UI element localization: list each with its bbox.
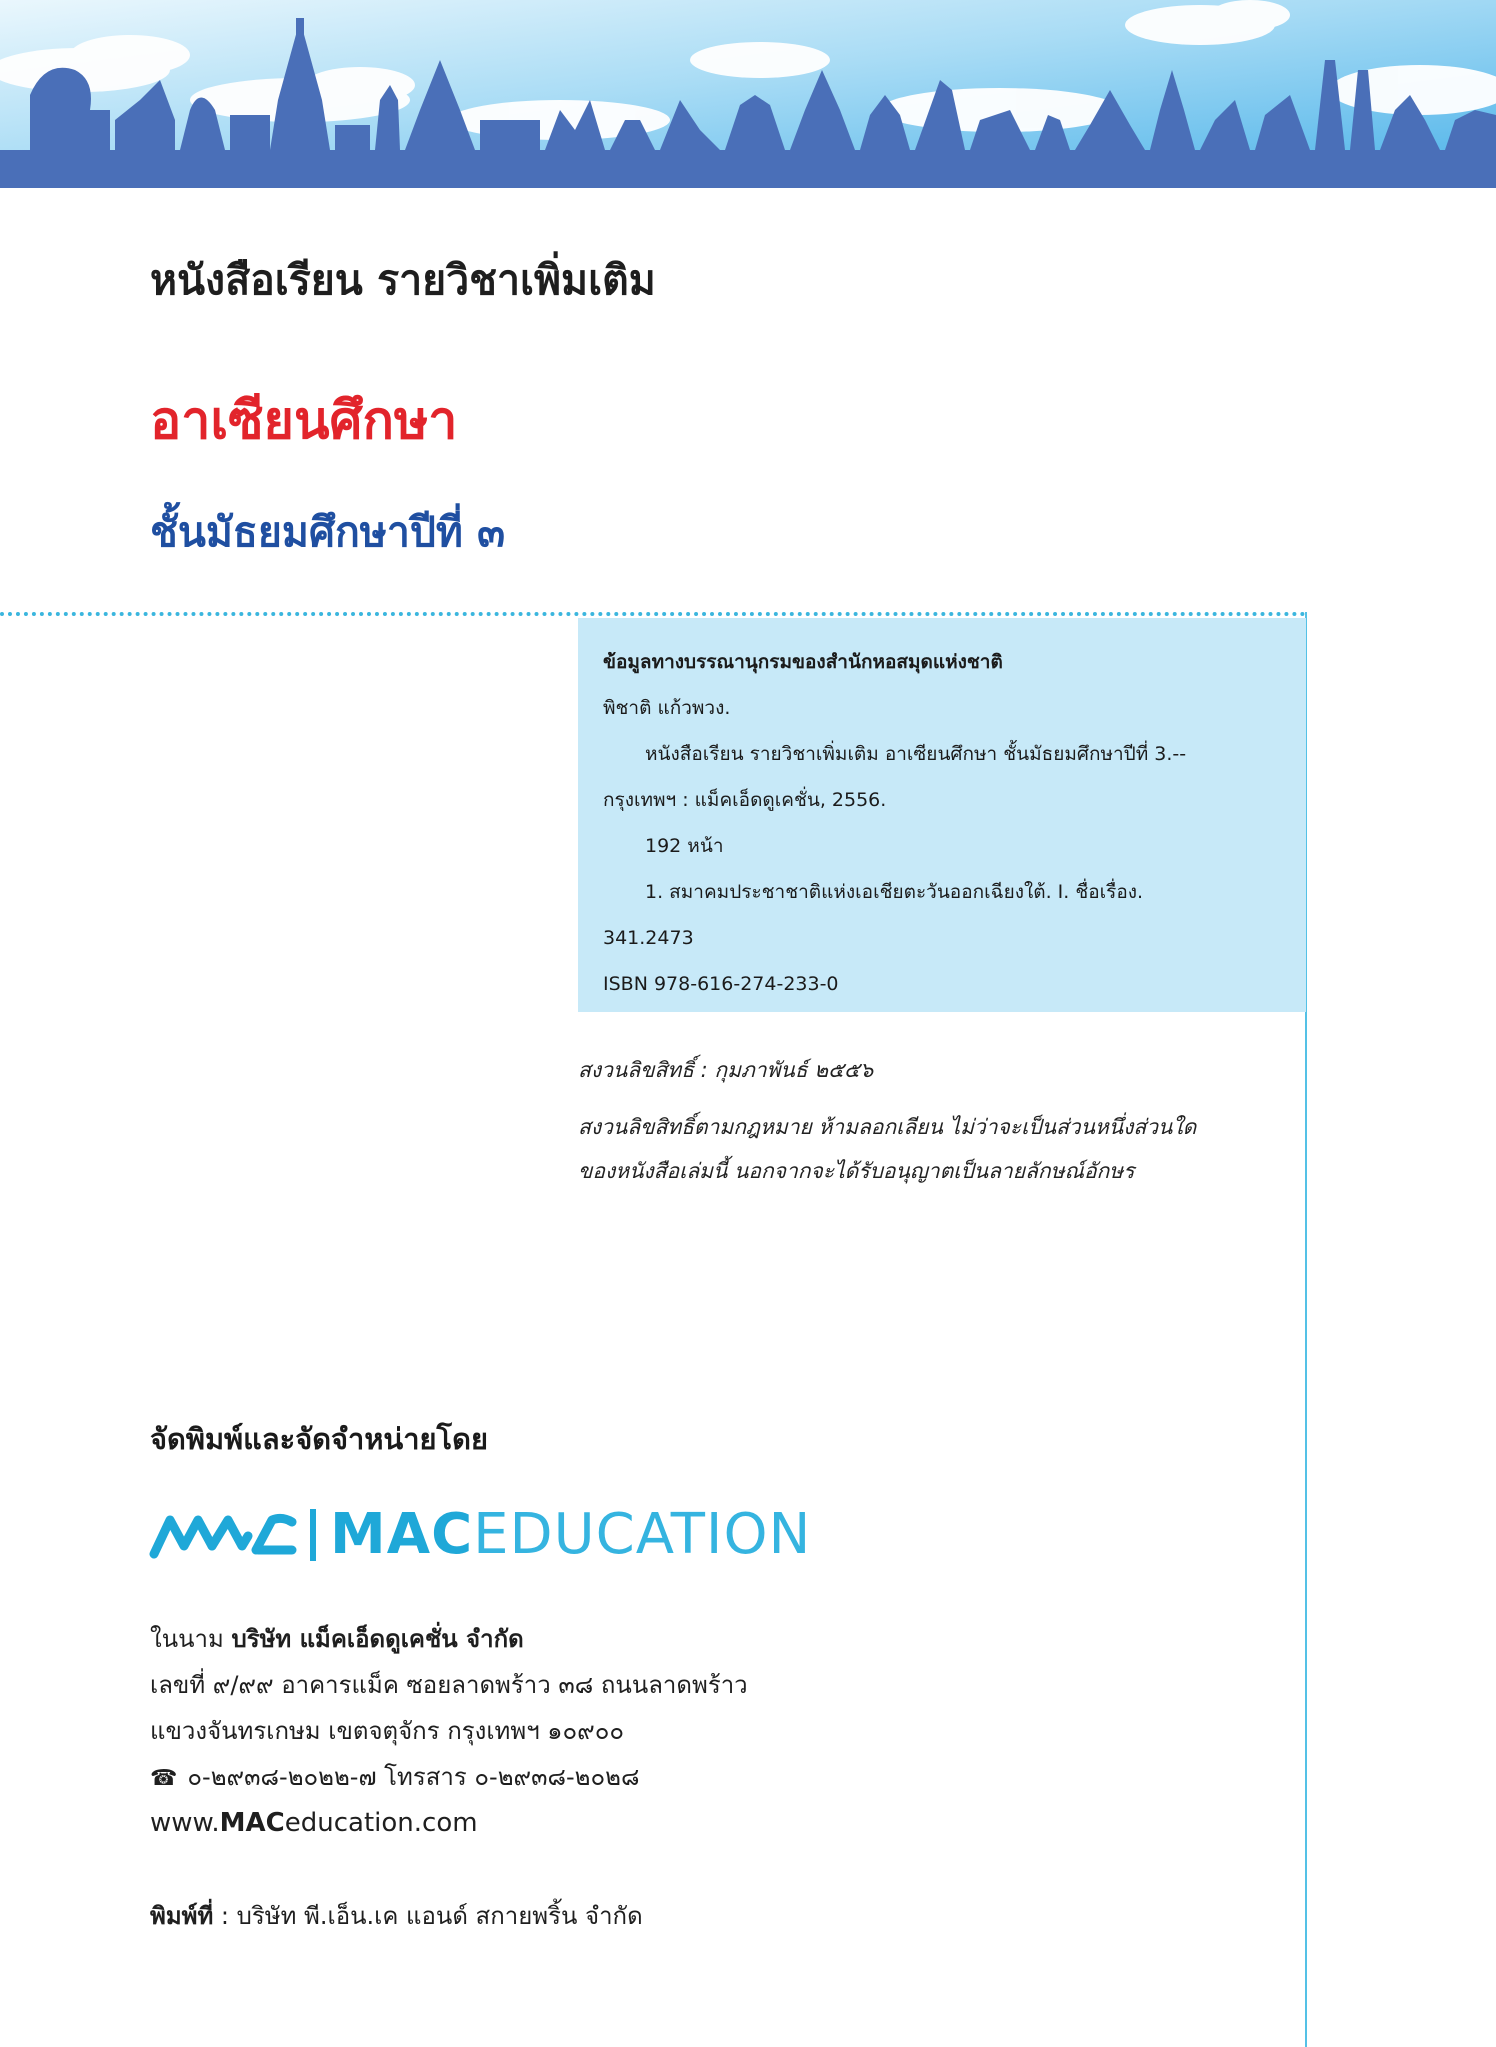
skyline-banner — [0, 0, 1496, 188]
cip-catalog-box — [578, 618, 1306, 1012]
grade-level-title: ชั้นมัธยมศึกษาปีที่ ๓ — [150, 508, 506, 556]
publisher-address — [150, 1616, 748, 1846]
company-name: บริษัท แม็คเอ็ดดูเคชั่น จำกัด — [231, 1625, 524, 1653]
phone-icon: ☎ — [150, 1766, 178, 1791]
address-line1: เลขที่ ๙/๙๙ อาคารแม็ค ซอยลาดพร้าว ๓๘ ถนนลาดพร้าว — [150, 1671, 748, 1699]
website-link[interactable] — [150, 1800, 748, 1846]
copyright-notice-line1: สงวนลิขสิทธิ์ตามกฎหมาย ห้ามลอกเลียน ไม่ว่าจะเป็นส่วนหนึ่งส่วนใด — [578, 1115, 1197, 1139]
printer-separator: : — [220, 1902, 230, 1930]
cip-pages: 192 หน้า — [645, 835, 724, 857]
mac-education-logo — [148, 1502, 812, 1567]
skyline-illustration — [0, 0, 1496, 188]
cip-isbn: ISBN 978-616-274-233-0 — [603, 973, 839, 995]
cip-publisher-line: กรุงเทพฯ : แม็คเอ็ดดูเคชั่น, 2556. — [603, 789, 887, 811]
website-bold: MAC — [219, 1808, 285, 1838]
book-type-heading: หนังสือเรียน รายวิชาเพิ่มเติม — [150, 256, 656, 304]
printer-label: พิมพ์ที่ — [150, 1902, 214, 1930]
logo-text-mac: MAC — [330, 1502, 474, 1567]
cip-title-line: หนังสือเรียน รายวิชาเพิ่มเติม อาเซียนศึกษา ชั้นมัธยมศึกษาปีที่ 3.-- — [645, 743, 1187, 765]
copyright-notice-line2: ของหนังสือเล่มนี้ นอกจากจะได้รับอนุญาตเป็นลายลักษณ์อักษร — [578, 1159, 1135, 1183]
subject-title: อาเซียนศึกษา — [150, 391, 458, 451]
copyright-label: สงวนลิขสิทธิ์ — [578, 1058, 694, 1082]
copyright-block — [578, 1054, 1196, 1193]
copyright-separator: : — [700, 1058, 708, 1082]
phone-row — [150, 1754, 748, 1800]
cip-subject-line: 1. สมาคมประชาชาติแห่งเอเชียตะวันออกเฉียงใต้. I. ชื่อเรื่อง. — [645, 881, 1144, 903]
website-prefix: www. — [150, 1808, 220, 1838]
company-name-prefix: ในนาม — [150, 1625, 224, 1653]
website-suffix: education.com — [284, 1808, 478, 1838]
cip-heading: ข้อมูลทางบรรณานุกรมของสำนักหอสมุดแห่งชาติ — [603, 651, 1003, 673]
printer-name: บริษัท พี.เอ็น.เค แอนด์ สกายพริ้น จำกัด — [236, 1902, 643, 1930]
copyright-date-row — [578, 1054, 1196, 1087]
copyright-date: กุมภาพันธ์ ๒๕๕๖ — [714, 1058, 874, 1082]
address-line2: แขวงจันทรเกษม เขตจตุจักร กรุงเทพฯ ๑๐๙๐๐ — [150, 1717, 625, 1745]
cip-classification: 341.2473 — [603, 927, 694, 949]
cip-author: พิชาติ แก้วพวง. — [603, 697, 731, 719]
mac-logo-mark-icon — [148, 1510, 298, 1560]
dotted-divider — [0, 612, 1306, 616]
printer-line — [150, 1896, 643, 1935]
logo-wordmark — [330, 1502, 812, 1567]
distributor-heading: จัดพิมพ์และจัดจำหน่ายโดย — [150, 1422, 488, 1456]
company-name-row — [150, 1616, 748, 1662]
logo-divider — [310, 1509, 316, 1561]
logo-text-education: EDUCATION — [473, 1502, 812, 1567]
phone-numbers: ๐-๒๙๓๘-๒๐๒๒-๗ โทรสาร ๐-๒๙๓๘-๒๐๒๘ — [187, 1763, 640, 1791]
